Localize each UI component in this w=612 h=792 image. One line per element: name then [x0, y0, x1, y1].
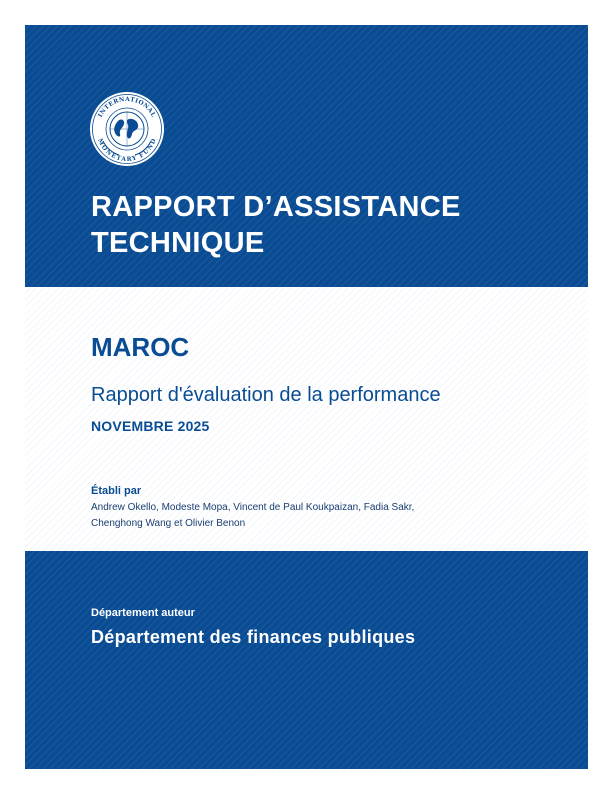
seal-text-bottom: MONETARY FUND [96, 137, 158, 164]
authors-line1: Andrew Okello, Modeste Mopa, Vincent de Paul Koukpaizan, Fadia Sakr, [91, 502, 415, 513]
department-name: Département des finances publiques [91, 627, 416, 647]
imf-seal-icon [89, 91, 165, 167]
title-band [25, 287, 588, 551]
authors-line2: Chenghong Wang et Olivier Benon [91, 518, 246, 529]
seal-text-top: INTERNATIONAL [96, 95, 158, 119]
report-type-line2: TECHNIQUE [91, 227, 265, 259]
prepared-by-label: Établi par [91, 485, 142, 497]
report-type-line1: RAPPORT D’ASSISTANCE [91, 191, 461, 223]
country-title: MAROC [91, 332, 190, 362]
report-date: NOVEMBRE 2025 [91, 418, 210, 434]
authors-list [91, 500, 491, 532]
report-subtitle: Rapport d'évaluation de la performance [91, 384, 441, 406]
department-label: Département auteur [91, 607, 195, 619]
report-cover [25, 25, 588, 769]
report-type-title [91, 189, 561, 261]
